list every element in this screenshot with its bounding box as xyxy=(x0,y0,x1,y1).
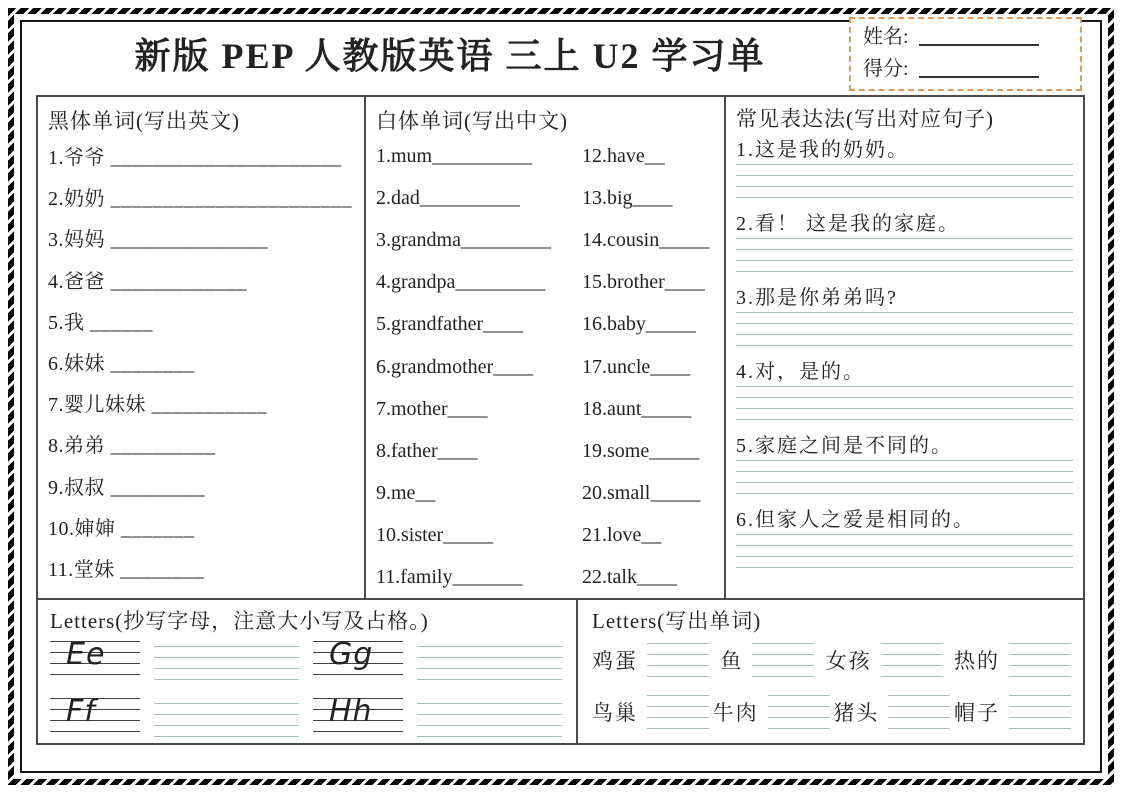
letters-copy-header: Letters(抄写字母，注意大小写及占格。) xyxy=(50,609,429,633)
expressions-header: 常见表达法(写出对应句子) xyxy=(736,107,994,131)
letters-words-row xyxy=(592,695,1071,729)
word-label: 猪头 xyxy=(833,701,880,725)
word-blank-lines xyxy=(768,695,830,729)
letters-copy-section xyxy=(38,600,578,743)
white-words-header: 白体单词(写出中文) xyxy=(376,109,568,133)
staff-letter: Ff xyxy=(66,694,96,729)
word-item: 6.grandmother____ xyxy=(376,355,534,378)
letter-staff xyxy=(50,637,140,675)
expression-item xyxy=(736,281,1073,346)
word-item: 12.have__ xyxy=(582,144,665,167)
name-label: 姓名: xyxy=(863,26,909,48)
word-item: 5.grandfather____ xyxy=(376,313,524,336)
staff-letter: Ee xyxy=(66,637,106,672)
page-title: 新版 PEP 人教版英语 三上 U2 学习单 xyxy=(134,36,766,76)
word-item: 3.grandma_________ xyxy=(376,228,551,251)
letters-words-header: Letters(写出单词) xyxy=(592,609,762,633)
word-pair xyxy=(720,643,814,677)
staff-letter: Hh xyxy=(329,694,373,729)
word-label: 帽子 xyxy=(953,701,1000,725)
word-item: 21.love__ xyxy=(582,524,662,547)
word-item: 3.妈妈 _______________ xyxy=(48,229,268,252)
expression-text: 2.看！ 这是我的家庭。 xyxy=(736,213,960,235)
word-item: 19.some_____ xyxy=(582,439,700,462)
word-blank-lines xyxy=(888,695,950,729)
practice-lines xyxy=(154,646,299,680)
word-label: 鸡蛋 xyxy=(592,649,638,673)
score-label: 得分: xyxy=(863,58,909,80)
expression-item xyxy=(736,207,1073,272)
letters-words-section xyxy=(578,600,1083,743)
expression-item xyxy=(736,429,1073,494)
word-pair xyxy=(592,695,709,729)
word-pair xyxy=(592,643,709,677)
expression-text: 6.但家人之爱是相同的。 xyxy=(736,509,975,531)
white-words-section xyxy=(366,97,726,598)
word-label: 牛肉 xyxy=(712,701,759,725)
word-item: 18.aunt_____ xyxy=(582,397,692,420)
word-item: 13.big____ xyxy=(582,186,673,209)
word-label: 女孩 xyxy=(825,649,872,673)
word-item: 5.我 ______ xyxy=(48,311,153,334)
writing-lines xyxy=(736,460,1073,494)
expressions-section xyxy=(726,97,1083,598)
word-item: 1.爷爷 ______________________ xyxy=(48,147,342,170)
word-pair xyxy=(954,695,1071,729)
practice-lines xyxy=(154,703,299,737)
word-item: 1.mum__________ xyxy=(376,144,533,167)
score-row xyxy=(863,57,1068,81)
word-item: 20.small_____ xyxy=(582,482,701,505)
bold-words-header: 黑体单词(写出英文) xyxy=(48,109,240,133)
expression-text: 1.这是我的奶奶。 xyxy=(736,139,909,161)
word-item: 15.brother____ xyxy=(582,271,705,294)
top-row xyxy=(38,97,1083,598)
word-item: 10.sister_____ xyxy=(376,524,494,547)
word-pair xyxy=(954,643,1071,677)
word-item: 9.叔叔 _________ xyxy=(48,476,205,499)
expression-item xyxy=(736,355,1073,420)
word-item: 10.婶婶 _______ xyxy=(48,517,195,540)
expression-item xyxy=(736,503,1073,568)
word-item: 8.弟弟 __________ xyxy=(48,435,216,458)
name-score-box xyxy=(849,17,1082,91)
word-label: 鸟巢 xyxy=(592,701,638,725)
letter-staff xyxy=(50,694,140,732)
word-blank-lines xyxy=(647,643,709,677)
bottom-row xyxy=(38,598,1083,743)
word-item: 17.uncle____ xyxy=(582,355,691,378)
word-pair xyxy=(826,643,943,677)
letter-staff xyxy=(313,694,403,732)
word-blank-lines xyxy=(881,643,943,677)
expression-text: 4.对，是的。 xyxy=(736,361,865,383)
word-blank-lines xyxy=(1009,695,1071,729)
letter-staff xyxy=(313,637,403,675)
word-item: 11.family_______ xyxy=(376,566,523,589)
staff-letter: Gg xyxy=(329,637,374,672)
white-words-right-column xyxy=(582,135,720,599)
word-pair xyxy=(713,695,830,729)
word-item: 16.baby_____ xyxy=(582,313,696,336)
expression-text: 5.家庭之间是不同的。 xyxy=(736,435,953,457)
name-blank-line xyxy=(919,44,1039,46)
bold-words-section xyxy=(38,97,366,598)
word-item: 11.堂妹 ________ xyxy=(48,558,205,581)
name-row xyxy=(863,25,1068,49)
word-item: 2.奶奶 _______________________ xyxy=(48,188,352,211)
writing-lines xyxy=(736,238,1073,272)
expression-text: 3.那是你弟弟吗? xyxy=(736,287,898,309)
word-item: 22.talk____ xyxy=(582,566,677,589)
letters-copy-row xyxy=(50,694,564,737)
word-item: 4.grandpa_________ xyxy=(376,271,546,294)
word-item: 6.妹妹 ________ xyxy=(48,353,195,376)
score-blank-line xyxy=(919,76,1039,78)
word-item: 9.me__ xyxy=(376,482,436,505)
white-words-left-column xyxy=(376,135,582,599)
word-blank-lines xyxy=(647,695,709,729)
word-label: 鱼 xyxy=(720,649,744,673)
worksheet-table xyxy=(36,95,1085,745)
white-words-columns xyxy=(376,135,720,599)
writing-lines xyxy=(736,534,1073,568)
letters-words-row xyxy=(592,643,1071,677)
practice-lines xyxy=(417,646,562,680)
word-item: 8.father____ xyxy=(376,439,478,462)
word-item: 14.cousin_____ xyxy=(582,228,710,251)
writing-lines xyxy=(736,164,1073,198)
expression-item xyxy=(736,133,1073,198)
word-item: 7.婴儿妹妹 ___________ xyxy=(48,394,267,417)
word-item: 2.dad__________ xyxy=(376,186,520,209)
word-blank-lines xyxy=(752,643,814,677)
word-label: 热的 xyxy=(953,649,1000,673)
word-item: 7.mother____ xyxy=(376,397,488,420)
word-blank-lines xyxy=(1009,643,1071,677)
word-pair xyxy=(833,695,950,729)
word-item: 4.爸爸 _____________ xyxy=(48,270,247,293)
practice-lines xyxy=(417,703,562,737)
writing-lines xyxy=(736,312,1073,346)
letters-copy-row xyxy=(50,637,564,680)
writing-lines xyxy=(736,386,1073,420)
